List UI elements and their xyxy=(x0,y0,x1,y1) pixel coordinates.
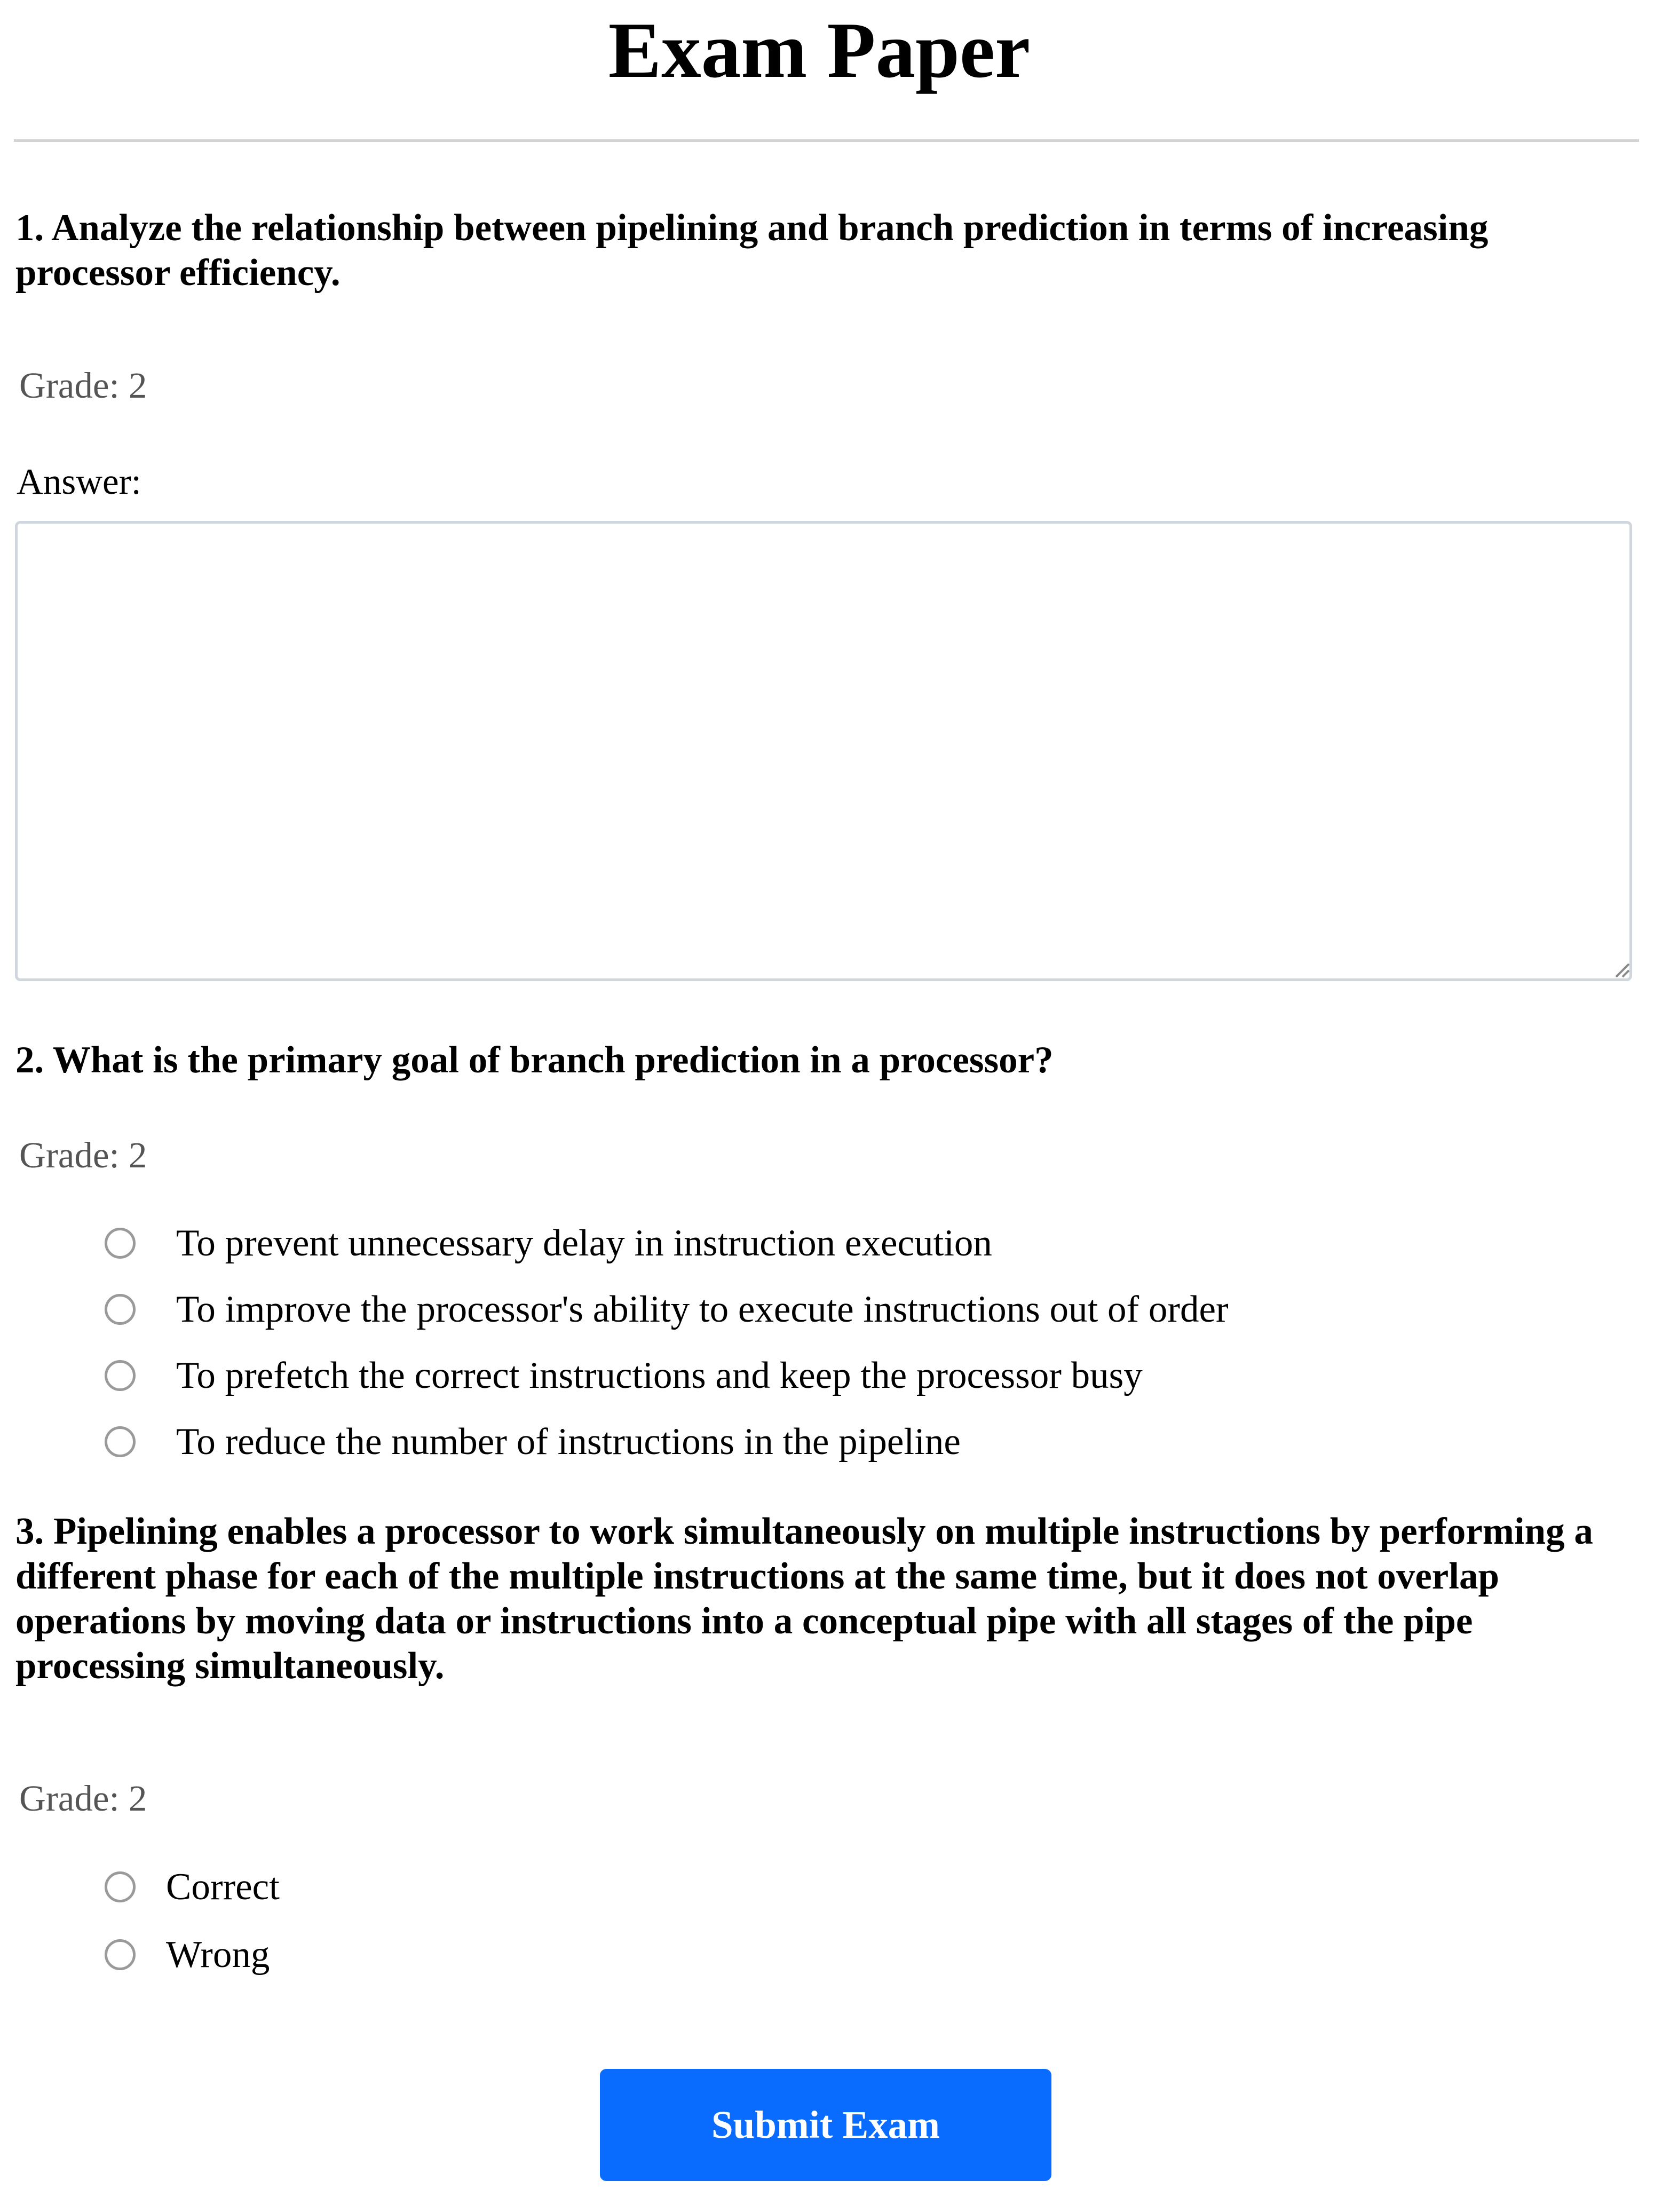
radio-button[interactable] xyxy=(105,1871,136,1902)
question-1-grade: Grade: 2 xyxy=(19,365,147,406)
option-label: To prefetch the correct instructions and keep the processor busy xyxy=(176,1355,1143,1396)
question-2-grade: Grade: 2 xyxy=(19,1135,147,1175)
answer-label: Answer: xyxy=(17,461,141,502)
answer-textarea[interactable] xyxy=(15,521,1632,981)
option-label: Wrong xyxy=(166,1934,270,1976)
resize-grip-icon[interactable] xyxy=(1613,960,1631,979)
question-1-text: 1. Analyze the relationship between pipelining and branch prediction in terms of increasing processor efficiency. xyxy=(15,207,1489,294)
radio-button[interactable] xyxy=(105,1360,136,1391)
question-3-grade: Grade: 2 xyxy=(19,1778,147,1819)
submit-exam-button[interactable]: Submit Exam xyxy=(600,2069,1051,2181)
radio-button[interactable] xyxy=(105,1939,136,1970)
radio-button[interactable] xyxy=(105,1426,136,1457)
option-label: To reduce the number of instructions in the pipeline xyxy=(176,1421,961,1463)
question-3-text: 3. Pipelining enables a processor to work simultaneously on multiple instructions by performing a different phase for each of the multiple instructions at the same time, but it does not overlap operations by moving data or instructions into a conceptual pipe with all stages of the pipe processing simultaneously. xyxy=(15,1511,1593,1687)
title-divider xyxy=(14,139,1639,142)
radio-button[interactable] xyxy=(105,1294,136,1325)
option-label: Correct xyxy=(166,1866,280,1908)
page-title: Exam Paper xyxy=(608,6,1031,94)
question-2-text: 2. What is the primary goal of branch prediction in a processor? xyxy=(15,1039,1054,1081)
option-label: To prevent unnecessary delay in instruction execution xyxy=(176,1222,992,1264)
radio-button[interactable] xyxy=(105,1228,136,1259)
option-label: To improve the processor's ability to execute instructions out of order xyxy=(176,1289,1229,1330)
